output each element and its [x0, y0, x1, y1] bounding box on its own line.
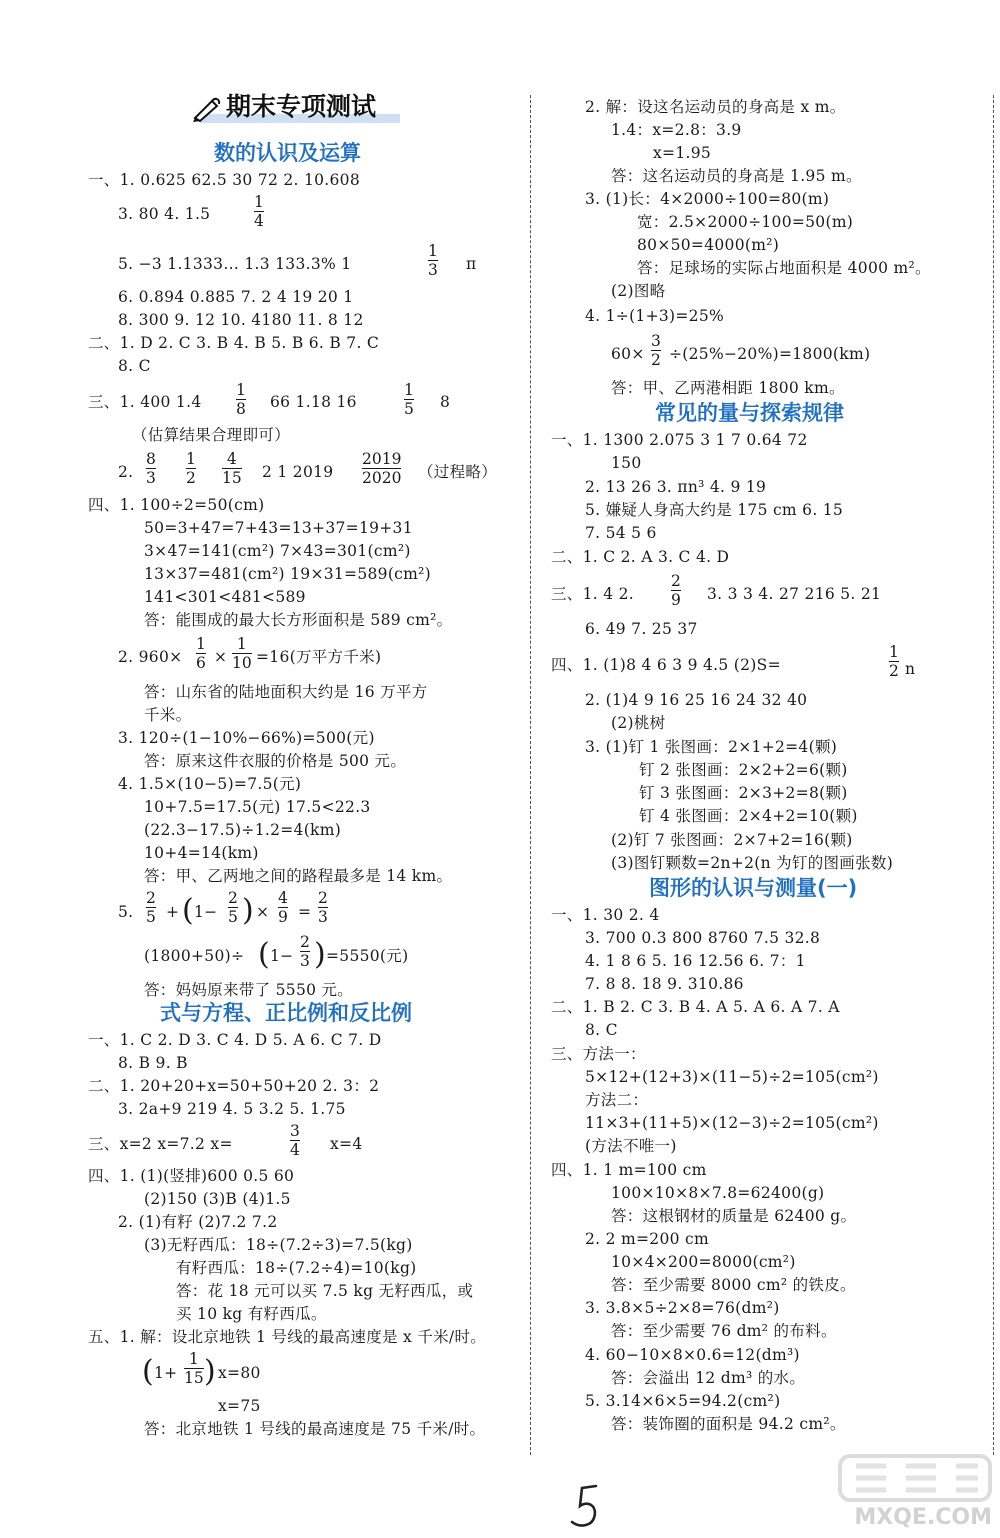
answer-line: 66 1.18 16: [270, 393, 357, 411]
fraction: 2 3: [318, 889, 328, 926]
fraction: 1 6: [196, 635, 206, 672]
answer-line: 三、1. 400 1.4: [88, 393, 202, 411]
fraction: 1 15: [184, 1350, 204, 1387]
answer-line: 3. 120÷(1−10%−66%)=500(元): [118, 729, 375, 747]
answer-line: (3)图钉颗数=2n+2(n 为钉的图画张数): [611, 854, 894, 872]
answer-line: 4. 1÷(1+3)=25%: [585, 307, 725, 325]
answer-line: 2.: [118, 463, 134, 481]
answer-line: 11×3+(11+5)×(12−3)÷2=105(cm²): [585, 1114, 879, 1132]
answer-line: 答：北京地铁 1 号线的最高速度是 75 千米/时。: [144, 1420, 486, 1438]
answer-line: 8. 300 9. 12 10. 4180 11. 8 12: [118, 311, 364, 329]
section-heading: 数的认识及运算: [214, 141, 361, 165]
answer-line: 2 1 2019: [262, 463, 334, 481]
answer-line: 2. 2 m=200 cm: [585, 1230, 709, 1248]
answer-line: 3. 80 4. 1.5: [118, 205, 211, 223]
answer-line: 二、1. 20+20+x=50+50+20 2. 3：2: [88, 1077, 380, 1095]
answer-line: 四、1. (1)(竖排)600 0.5 60: [88, 1167, 295, 1185]
page-number-mark: [566, 1482, 606, 1532]
answer-line: 答：这根钢材的质量是 62400 g。: [611, 1207, 857, 1225]
answer-line: 答：至少需要 76 dm² 的布料。: [611, 1322, 837, 1340]
answer-line: 150: [611, 454, 642, 472]
answer-line: 钉 4 张图画：2×4+2=10(颗): [639, 807, 858, 825]
answer-line: 四、1. 100÷2=50(cm): [88, 496, 265, 514]
answer-line: 8. B 9. B: [118, 1054, 188, 1072]
answer-line: 一、1. 1300 2.075 3 1 7 0.64 72: [551, 431, 808, 449]
fraction: 3 2: [651, 332, 661, 369]
pen-icon: [192, 96, 222, 122]
answer-line: 3. 3 3 4. 27 216 5. 21: [707, 585, 882, 603]
answer-line: 1−: [194, 903, 218, 921]
answer-line: 三、x=2 x=7.2 x=: [88, 1135, 233, 1153]
answer-line: n: [905, 660, 916, 678]
section-heading: 图形的认识与测量(一): [649, 876, 858, 900]
answer-line: 8. C: [118, 357, 151, 375]
fraction: 8 3: [146, 450, 156, 487]
answer-line: 1−: [270, 947, 294, 965]
fraction: 3 4: [290, 1122, 300, 1159]
answer-line: 一、1. C 2. D 3. C 4. D 5. A 6. C 7. D: [88, 1031, 382, 1049]
fraction: 1 8: [236, 381, 246, 418]
answer-line: (2)桃树: [611, 714, 666, 732]
answer-line: 答：能围成的最大长方形面积是 589 cm²。: [144, 611, 453, 629]
answer-line: 2. (1)4 9 16 25 16 24 32 40: [585, 691, 808, 709]
answer-line: (1800+50)÷: [144, 947, 245, 965]
answer-line: 方法二：: [585, 1091, 649, 1109]
answer-line: 四、1. 1 m=100 cm: [551, 1161, 707, 1179]
answer-line: 3. 700 0.3 800 8760 7.5 32.8: [585, 929, 821, 947]
answer-line: (方法不唯一): [585, 1137, 677, 1155]
answer-line: 二、1. B 2. C 3. B 4. A 5. A 6. A 7. A: [551, 998, 840, 1016]
answer-line: 7. 8 8. 18 9. 310.86: [585, 975, 744, 993]
answer-line: 5. 3.14×6×5=94.2(cm²): [585, 1392, 781, 1410]
answer-line: 答：会溢出 12 dm³ 的水。: [611, 1369, 806, 1387]
answer-line: 答：花 18 元可以买 7.5 kg 无籽西瓜，或: [176, 1282, 474, 1300]
answer-line: 4. 1.5×(10−5)=7.5(元): [118, 775, 302, 793]
answer-line: 2. (1)有籽 (2)7.2 7.2: [118, 1213, 278, 1231]
answer-line: 50=3+47=7+43=13+37=19+31: [144, 519, 413, 537]
answer-line: 5×12+(12+3)×(11−5)÷2=105(cm²): [585, 1068, 879, 1086]
answer-line: 1+: [154, 1364, 178, 1382]
answer-line: +: [166, 903, 180, 921]
answer-line: (22.3−17.5)÷1.2=4(km): [144, 821, 342, 839]
answer-line: =16(万平方千米): [256, 648, 382, 666]
answer-line: 答：妈妈原来带了 5550 元。: [144, 981, 354, 999]
answer-line: x=75: [218, 1397, 261, 1415]
answer-line: 3. 3.8×5÷2×8=76(dm²): [585, 1299, 780, 1317]
fraction: 1 5: [404, 381, 414, 418]
answer-line: （估算结果合理即可）: [132, 426, 291, 444]
column-divider: [530, 95, 531, 1455]
answer-line: 答：甲、乙两地之间的路程最多是 14 km。: [144, 867, 453, 885]
answer-line: 有籽西瓜：18÷(7.2÷4)=10(kg): [176, 1259, 417, 1277]
paren: (: [258, 937, 270, 972]
answer-line: 三、方法一：: [551, 1045, 646, 1063]
section-heading: 式与方程、正比例和反比例: [160, 1001, 412, 1025]
watermark-stamp: [820, 1450, 998, 1538]
answer-line: 2. 解：设这名运动员的身高是 x m。: [585, 98, 846, 116]
answer-line: 4. 60−10×8×0.6=12(dm³): [585, 1346, 800, 1364]
answer-line: 四、1. (1)8 4 6 3 9 4.5 (2)S=: [551, 656, 781, 674]
answer-line: 10×4×200=8000(cm²): [611, 1253, 796, 1271]
answer-line: 60×: [611, 345, 645, 363]
answer-line: 一、1. 30 2. 4: [551, 906, 660, 924]
answer-line: 10+7.5=17.5(元) 17.5<22.3: [144, 798, 371, 816]
answer-line: 4. 1 8 6 5. 16 12.56 6. 7：1: [585, 952, 806, 970]
fraction: 1 4: [254, 193, 264, 230]
answer-line: 千米。: [144, 706, 192, 724]
answer-line: x=1.95: [653, 144, 712, 162]
answer-line: 宽：2.5×2000÷100=50(m): [637, 213, 854, 231]
answer-line: 13×37=481(cm²) 19×31=589(cm²): [144, 565, 432, 583]
fraction: 4 15: [222, 450, 242, 487]
answer-line: 答：这名运动员的身高是 1.95 m。: [611, 167, 862, 185]
answer-line: ×: [256, 903, 270, 921]
answer-line: 10+4=14(km): [144, 844, 259, 862]
fraction: 1 2: [889, 643, 899, 680]
answer-line: 答：山东省的陆地面积大约是 16 万平方: [144, 683, 428, 701]
answer-line: 三、1. 4 2.: [551, 585, 634, 603]
answer-line: 答：甲、乙两港相距 1800 km。: [611, 379, 845, 397]
answer-line: 100×10×8×7.8=62400(g): [611, 1184, 825, 1202]
answer-line: 7. 54 5 6: [585, 524, 657, 542]
answer-line: 钉 3 张图画：2×3+2=8(颗): [639, 784, 848, 802]
answer-line: 8. C: [585, 1021, 618, 1039]
paren: ): [242, 893, 254, 928]
answer-line: 6. 49 7. 25 37: [585, 620, 698, 638]
fraction: 2 5: [146, 889, 156, 926]
banner-title: 期末专项测试: [226, 92, 377, 121]
section-heading: 常见的量与探索规律: [655, 401, 844, 425]
answer-line: 钉 2 张图画：2×2+2=6(颗): [639, 761, 848, 779]
answer-line: x=80: [218, 1364, 261, 1382]
answer-line: 80×50=4000(m²): [637, 236, 780, 254]
answer-line: 6. 0.894 0.885 7. 2 4 19 20 1: [118, 288, 354, 306]
answer-line: (3)无籽西瓜：18÷(7.2÷3)=7.5(kg): [144, 1236, 413, 1254]
answer-line: ×: [214, 648, 228, 666]
answer-line: 答：装饰圈的面积是 94.2 cm²。: [611, 1415, 846, 1433]
fraction: 2019 2020: [362, 450, 402, 487]
answer-line: 2. 13 26 3. πn³ 4. 9 19: [585, 478, 767, 496]
answer-line: 答：足球场的实际占地面积是 4000 m²。: [637, 259, 931, 277]
answer-line: 3. (1)钉 1 张图画：2×1+2=4(颗): [585, 738, 838, 756]
answer-line: (2)图略: [611, 282, 666, 300]
fraction: 2 5: [228, 889, 238, 926]
fraction: 2 3: [300, 933, 310, 970]
answer-line: 5.: [118, 903, 134, 921]
fraction: 4 9: [278, 889, 288, 926]
paren: ): [314, 937, 326, 972]
fraction: 1 10: [232, 635, 252, 672]
answer-line: 答：至少需要 8000 cm² 的铁皮。: [611, 1276, 856, 1294]
fraction: 1 3: [428, 242, 438, 279]
answer-line: (2)150 (3)B (4)1.5: [144, 1190, 291, 1208]
answer-line: （过程略）: [418, 463, 498, 481]
answer-line: 5. 嫌疑人身高大约是 175 cm 6. 15: [585, 501, 844, 519]
answer-line: 答：原来这件衣服的价格是 500 元。: [144, 752, 407, 770]
answer-line: 5. −3 1.1333… 1.3 133.3% 1: [118, 255, 352, 273]
fraction: 2 9: [671, 572, 681, 609]
answer-line: 1.4：x=2.8：3.9: [611, 121, 742, 139]
answer-line: (2)钉 7 张图画：2×7+2=16(颗): [611, 831, 853, 849]
paren: (: [142, 1354, 154, 1389]
watermark-logo-icon: [820, 1450, 998, 1510]
answer-line: 3. 2a+9 219 4. 5 3.2 5. 1.75: [118, 1100, 346, 1118]
paren: ): [204, 1354, 216, 1389]
section-banner: [192, 90, 402, 128]
edge-rule: [993, 95, 994, 1455]
answer-line: 8: [440, 393, 451, 411]
paren: (: [182, 893, 194, 928]
answer-line: 3×47=141(cm²) 7×43=301(cm²): [144, 542, 411, 560]
answer-line: ÷(25%−20%)=1800(km): [669, 345, 871, 363]
answer-line: 二、1. C 2. A 3. C 4. D: [551, 548, 730, 566]
answer-line: x=4: [330, 1135, 363, 1153]
answer-line: 141<301<481<589: [144, 588, 306, 606]
answer-line: 五、1. 解：设北京地铁 1 号线的最高速度是 x 千米/时。: [88, 1328, 487, 1346]
answer-line: 2. 960×: [118, 648, 183, 666]
answer-line: π: [466, 255, 477, 273]
fraction: 1 2: [186, 450, 196, 487]
watermark-text: MXQE.COM: [854, 1505, 992, 1530]
answer-line: =5550(元): [326, 947, 409, 965]
answer-line: 一、1. 0.625 62.5 30 72 2. 10.608: [88, 171, 361, 189]
answer-line: =: [298, 903, 312, 921]
answer-line: 买 10 kg 有籽西瓜。: [176, 1305, 327, 1323]
answer-line: 3. (1)长：4×2000÷100=80(m): [585, 190, 830, 208]
answer-line: 二、1. D 2. C 3. B 4. B 5. B 6. B 7. C: [88, 334, 380, 352]
